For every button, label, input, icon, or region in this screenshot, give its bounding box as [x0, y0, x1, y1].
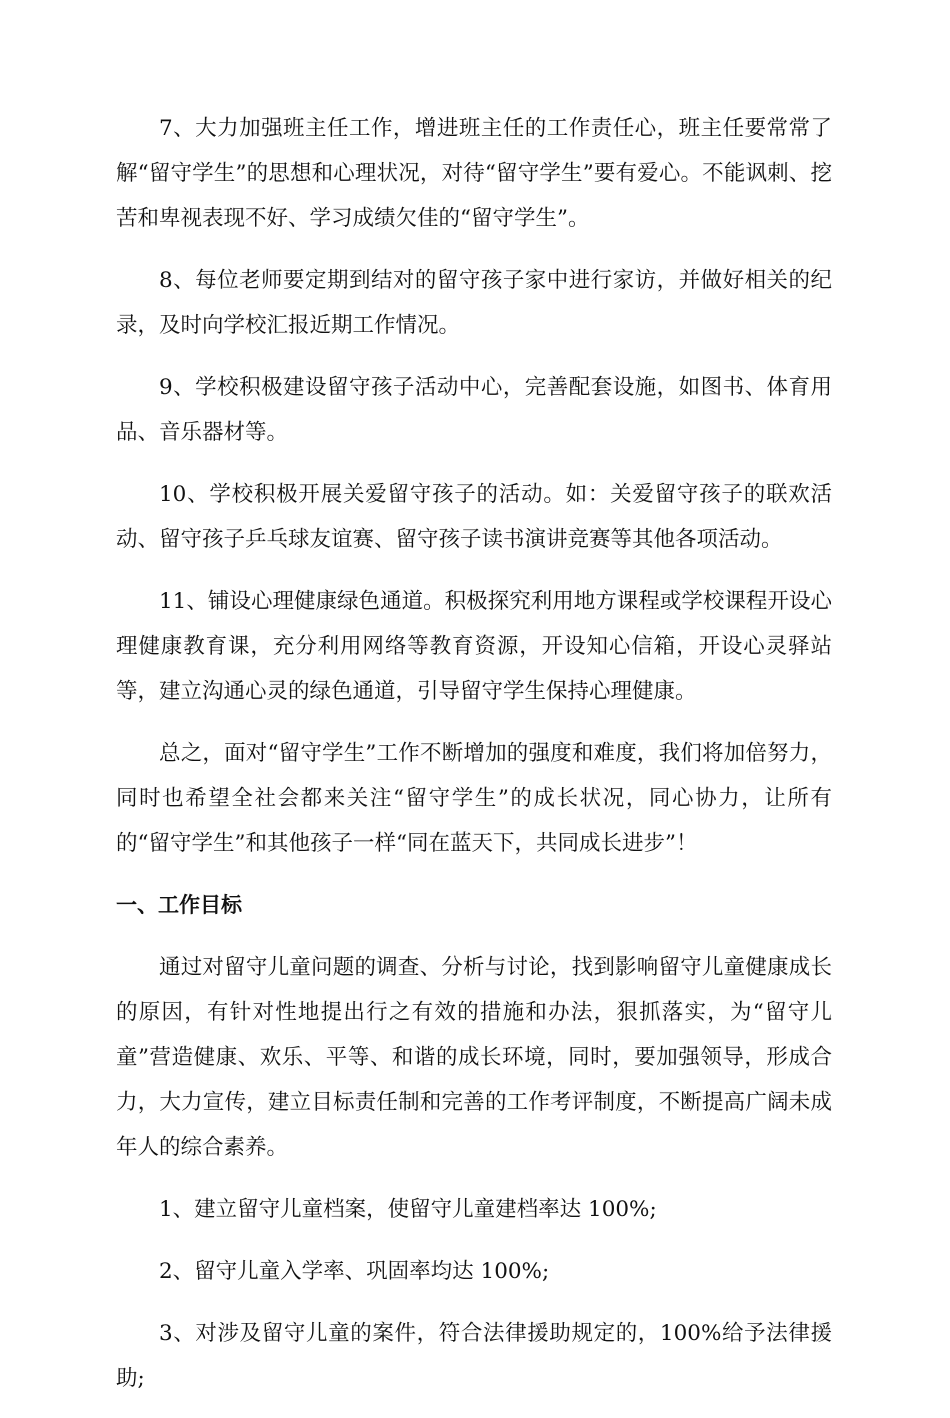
document-page — [116, 106, 832, 1418]
paragraph-item-9: 9、学校积极建设留守孩子活动中心，完善配套设施，如图书、体育用品、音乐器材等。 — [116, 375, 832, 445]
paragraph-goal-3: 3、对涉及留守儿童的案件，符合法律援助规定的，100%给予法律援助; — [116, 1321, 832, 1391]
paragraph-item-10: 10、学校积极开展关爱留守孩子的活动。如：关爱留守孩子的联欢活动、留守孩子乒乓球友谊赛、留守孩子读书演讲竞赛等其他各项活动。 — [116, 482, 832, 552]
paragraph-item-7: 7、大力加强班主任工作，增进班主任的工作责任心，班主任要常常了解“留守学生”的思想和心理状况，对待“留守学生”要有爱心。不能讽刺、挖苦和卑视表现不好、学习成绩欠佳的“留守学生”。 — [116, 116, 832, 231]
paragraph-goal-2: 2、留守儿童入学率、巩固率均达 100%; — [159, 1259, 550, 1284]
paragraph-goal-intro: 通过对留守儿童问题的调查、分析与讨论，找到影响留守儿童健康成长的原因，有针对性地提出行之有效的措施和办法，狠抓落实，为“留守儿童”营造健康、欢乐、平等、和谐的成长环境，同时，要加强领导，形成合力，大力宣传，建立目标责任制和完善的工作考评制度，不断提高广阔未成年人的综合素养。 — [116, 955, 832, 1160]
paragraph-goal-1: 1、建立留守儿童档案，使留守儿童建档率达 100%; — [159, 1197, 657, 1222]
section-heading-work-goals: 一、工作目标 — [116, 893, 242, 917]
paragraph-item-8: 8、每位老师要定期到结对的留守孩子家中进行家访，并做好相关的纪录，及时向学校汇报近期工作情况。 — [116, 268, 832, 338]
paragraph-summary: 总之，面对“留守学生”工作不断增加的强度和难度，我们将加倍努力，同时也希望全社会都来关注“留守学生”的成长状况，同心协力，让所有的“留守学生”和其他孩子一样“同在蓝天下，共同成长进步”！ — [116, 741, 832, 856]
paragraph-item-11: 11、铺设心理健康绿色通道。积极探究利用地方课程或学校课程开设心理健康教育课，充分利用网络等教育资源，开设知心信箱，开设心灵驿站等，建立沟通心灵的绿色通道，引导留守学生保持心理健康。 — [116, 589, 832, 704]
